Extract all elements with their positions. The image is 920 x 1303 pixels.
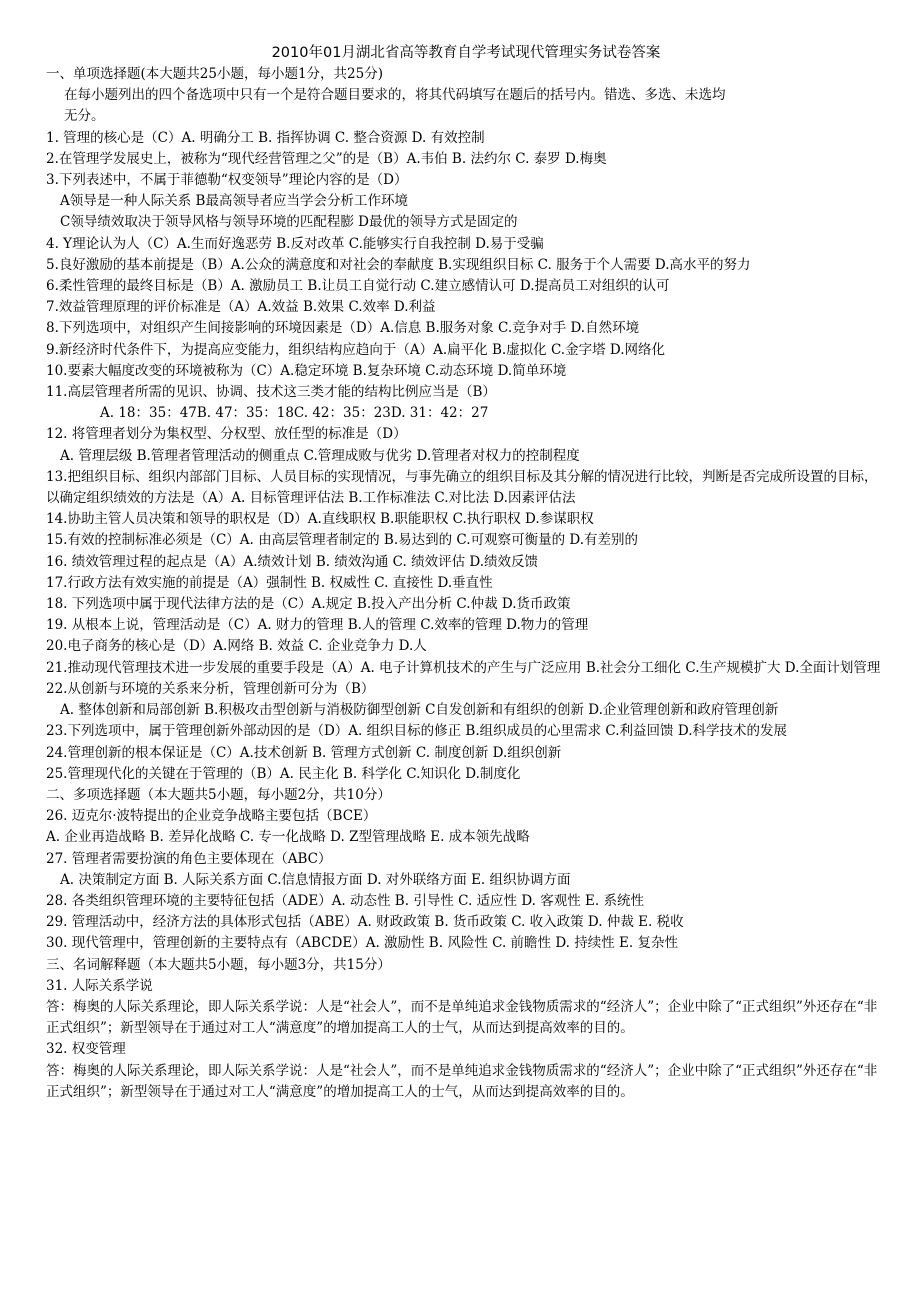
text-line: 20.电子商务的核心是（D）A.网络 B. 效益 C. 企业竞争力 D.人 xyxy=(46,638,427,655)
text-line: 14.协助主管人员决策和领导的职权是（D）A.直线职权 B.职能职权 C.执行职权 D.参谋职权 xyxy=(46,511,594,528)
text-line: 16. 绩效管理过程的起点是（A）A.绩效计划 B. 绩效沟通 C. 绩效评估 D.绩效反馈 xyxy=(46,553,538,570)
text-line: 答：梅奥的人际关系理论，即人际关系学说：人是“社会人”，而不是单纯追求金钱物质需求的“经济人”；企业中除了“正式组织”外还存在“非正式组织”；新型领导在于通过对工人“满意度”的增加提高工人的士气，从而达到提高效率的目的。 xyxy=(46,1062,878,1100)
text-line: A. 决策制定方面 B. 人际关系方面 C.信息情报方面 D. 对外联络方面 E. 组织协调方面 xyxy=(60,871,571,888)
text-line: 21.推动现代管理技术进一步发展的重要手段是（A）A. 电子计算机技术的产生与广泛应用 B.社会分工细化 C.生产规模扩大 D.全面计划管理 xyxy=(46,659,881,676)
text-line: 30. 现代管理中，管理创新的主要特点有（ABCDE）A. 激励性 B. 风险性 C. 前瞻性 D. 持续性 E. 复杂性 xyxy=(46,935,678,952)
text-line: 32. 权变管理 xyxy=(46,1041,126,1058)
text-line: 6.柔性管理的最终目标是（B）A. 激励员工 B.让员工自觉行动 C.建立感情认可 D.提高员工对组织的认可 xyxy=(46,278,670,295)
text-line: 27. 管理者需要扮演的角色主要体现在（ABC） xyxy=(46,850,332,867)
text-line: 22.从创新与环境的关系来分析，管理创新可分为（B） xyxy=(46,680,375,697)
text-line: 一、单项选择题(本大题共25小题，每小题1分，共25分) xyxy=(46,66,383,82)
document-body xyxy=(46,64,886,1103)
text-line: C领导绩效取决于领导风格与领导环境的匹配程膨 D最优的领导方式是固定的 xyxy=(60,214,518,231)
text-line: 13.把组织目标、组织内部部门目标、人员目标的实现情况，与事先确立的组织目标及其分解的情况进行比较，判断是否完成所设置的目标，以确定组织绩效的方法是（A）A. 目标管理评估法 B.工作标准法 C.对比法 D.因素评估法 xyxy=(46,468,878,507)
text-line: 19. 从根本上说，管理活动是（C）A. 财力的管理 B.人的管理 C.效率的管理 D.物力的管理 xyxy=(46,617,589,634)
document-page xyxy=(46,42,886,1103)
text-line: 8.下列选项中，对组织产生间接影响的环境因素是（D）A.信息 B.服务对象 C.竞争对手 D.自然环境 xyxy=(46,320,640,337)
text-line: A. 管理层级 B.管理者管理活动的侧重点 C.管理成败与优劣 D.管理者对权力的控制程度 xyxy=(60,447,580,464)
text-line: 23.下列选项中，属于管理创新外部动因的是（D）A. 组织目标的修正 B.组织成员的心里需求 C.利益回馈 D.科学技术的发展 xyxy=(46,723,787,740)
text-line: 29. 管理活动中，经济方法的具体形式包括（ABE）A. 财政政策 B. 货币政策 C. 收入政策 D. 仲裁 E. 税收 xyxy=(46,914,684,931)
text-line: A. 企业再造战略 B. 差异化战略 C. 专一化战略 D. Z型管理战略 E. 成本领先战略 xyxy=(46,829,530,846)
text-line: 17.行政方法有效实施的前提是（A）强制性 B. 权威性 C. 直接性 D.垂直性 xyxy=(46,574,493,591)
document-title: 2010年01月湖北省高等教育自学考试现代管理实务试卷答案 xyxy=(271,45,661,61)
text-line: 11.高层管理者所需的见识、协调、技术这三类才能的结构比例应当是（B） xyxy=(46,384,496,401)
text-line: 在每小题列出的四个备选项中只有一个是符合题目要求的，将其代码填写在题后的括号内。错选、多选、未选均 xyxy=(64,87,726,104)
text-line: 7.效益管理原理的评价标准是（A）A.效益 B.效果 C.效率 D.利益 xyxy=(46,299,436,316)
text-line: 26. 迈克尔·波特提出的企业竞争战略主要包括（BCE） xyxy=(46,808,377,825)
text-line: 1. 管理的核心是（C）A. 明确分工 B. 指挥协调 C. 整合资源 D. 有效控制 xyxy=(46,129,485,146)
text-line: 9.新经济时代条件下，为提高应变能力，组织结构应趋向于（A）A.扁平化 B.虚拟化 C.金字塔 D.网络化 xyxy=(46,341,666,358)
text-line: 31. 人际关系学说 xyxy=(46,977,153,994)
text-line: 2.在管理学发展史上，被称为“现代经营管理之父”的是（B）A.韦伯 B. 法约尔 C. 泰罗 D.梅奥 xyxy=(46,150,607,167)
text-line: 10.要素大幅度改变的环境被称为（C）A.稳定环境 B.复杂环境 C.动态环境 D.简单环境 xyxy=(46,362,567,379)
text-line: A. 18：35：47B. 47：35：18C. 42：35：23D. 31：42：27 xyxy=(100,405,489,422)
text-line: 15.有效的控制标准必须是（C）A. 由高层管理者制定的 B.易达到的 C.可观察可衡量的 D.有差别的 xyxy=(46,532,638,549)
text-line: A. 整体创新和局部创新 B.积极攻击型创新与消极防御型创新 C自发创新和有组织的创新 D.企业管理创新和政府管理创新 xyxy=(60,702,779,719)
text-line: 二、多项选择题（本大题共5小题，每小题2分，共10分） xyxy=(46,786,391,803)
text-line: 4. Y理论认为人（C）A.生而好逸恶劳 B.反对改革 C.能够实行自我控制 D.易于受骗 xyxy=(46,235,544,252)
text-line: 答：梅奥的人际关系理论，即人际关系学说：人是“社会人”，而不是单纯追求金钱物质需求的“经济人”；企业中除了“正式组织”外还存在“非正式组织”；新型领导在于通过对工人“满意度”的增加提高工人的士气，从而达到提高效率的目的。 xyxy=(46,998,878,1037)
text-line: 12. 将管理者划分为集权型、分权型、放任型的标准是（D） xyxy=(46,426,407,443)
text-line: 18. 下列选项中属于现代法律方法的是（C）A.规定 B.投入产出分析 C.仲裁 D.货币政策 xyxy=(46,596,571,613)
text-line: 三、名词解释题（本大题共5小题，每小题3分，共15分） xyxy=(46,956,391,973)
text-line: 无分。 xyxy=(64,108,105,125)
text-line: 5.良好激励的基本前提是（B）A.公众的满意度和对社会的奉献度 B.实现组织目标 C. 服务于个人需要 D.高水平的努力 xyxy=(46,256,751,273)
text-line: 28. 各类组织管理环境的主要特征包括（ADE）A. 动态性 B. 引导性 C. 适应性 D. 客观性 E. 系统性 xyxy=(46,892,644,909)
text-line: A领导是一种人际关系 B最高领导者应当学会分析工作环境 xyxy=(60,193,408,210)
text-line: 25.管理现代化的关键在于管理的（B）A. 民主化 B. 科学化 C.知识化 D.制度化 xyxy=(46,765,521,782)
text-line: 24.管理创新的根本保证是（C）A.技术创新 B. 管理方式创新 C. 制度创新 D.组织创新 xyxy=(46,744,562,761)
text-line: 3.下列表述中，不属于菲德勒“权变领导”理论内容的是（D） xyxy=(46,172,408,189)
